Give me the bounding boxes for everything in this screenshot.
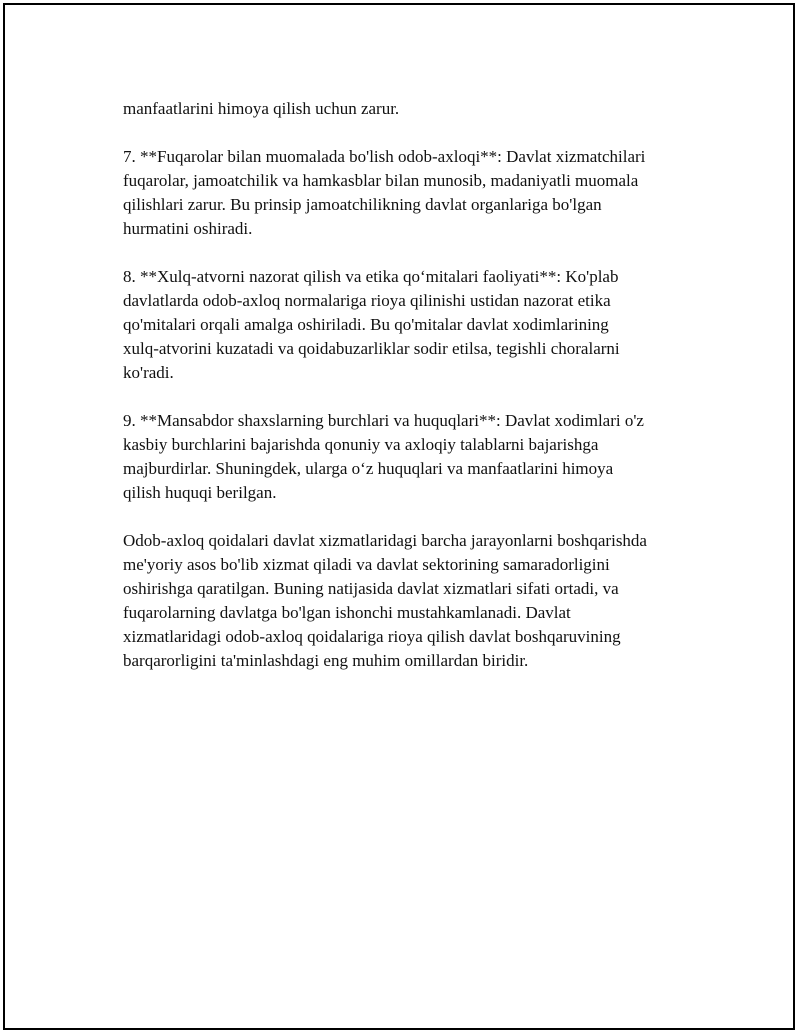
page-frame <box>3 3 795 1030</box>
paragraph-conclusion <box>123 529 723 673</box>
paragraph-item-7 <box>123 145 723 241</box>
text-line: majburdirlar. Shuningdek, ularga o‘z huquqlari va manfaatlarini himoya <box>123 459 614 478</box>
text-line: fuqarolarning davlatga bo'lgan ishonchi mustahkamlanadi. Davlat <box>123 603 571 622</box>
text-line: davlatlarda odob-axloq normalariga rioya qilinishi ustidan nazorat etika <box>123 291 611 310</box>
text-line: 9. **Mansabdor shaxslarning burchlari va huquqlari**: Davlat xodimlari o'z <box>123 411 644 430</box>
text-line: 7. **Fuqarolar bilan muomalada bo'lish odob-axloqi**: Davlat xizmatchilari <box>123 147 646 166</box>
text-line: xulq-atvorini kuzatadi va qoidabuzarliklar sodir etilsa, tegishli choralarni <box>123 339 620 358</box>
text-line: me'yoriy asos bo'lib xizmat qiladi va davlat sektorining samaradorligini <box>123 555 610 574</box>
paragraph-continuation <box>123 97 723 121</box>
text-line: qilish huquqi berilgan. <box>123 483 277 502</box>
text-line: fuqarolar, jamoatchilik va hamkasblar bilan munosib, madaniyatli muomala <box>123 171 639 190</box>
text-line: 8. **Xulq-atvorni nazorat qilish va etika qo‘mitalari faoliyati**: Ko'plab <box>123 267 619 286</box>
text-line: qilishlari zarur. Bu prinsip jamoatchilikning davlat organlariga bo'lgan <box>123 195 602 214</box>
text-line: kasbiy burchlarini bajarishda qonuniy va axloqiy talablarni bajarishga <box>123 435 599 454</box>
text-line: barqarorligini ta'minlashdagi eng muhim omillardan biridir. <box>123 651 529 670</box>
text-line: oshirishga qaratilgan. Buning natijasida davlat xizmatlari sifati ortadi, va <box>123 579 619 598</box>
document-body <box>123 97 723 697</box>
text-line: ko'radi. <box>123 363 174 382</box>
text-line: xizmatlaridagi odob-axloq qoidalariga rioya qilish davlat boshqaruvining <box>123 627 621 646</box>
text-line: qo'mitalari orqali amalga oshiriladi. Bu qo'mitalar davlat xodimlarining <box>123 315 609 334</box>
paragraph-item-9 <box>123 409 723 505</box>
text-line: manfaatlarini himoya qilish uchun zarur. <box>123 99 400 118</box>
text-line: hurmatini oshiradi. <box>123 219 253 238</box>
paragraph-item-8 <box>123 265 723 385</box>
text-line: Odob-axloq qoidalari davlat xizmatlaridagi barcha jarayonlarni boshqarishda <box>123 531 647 550</box>
